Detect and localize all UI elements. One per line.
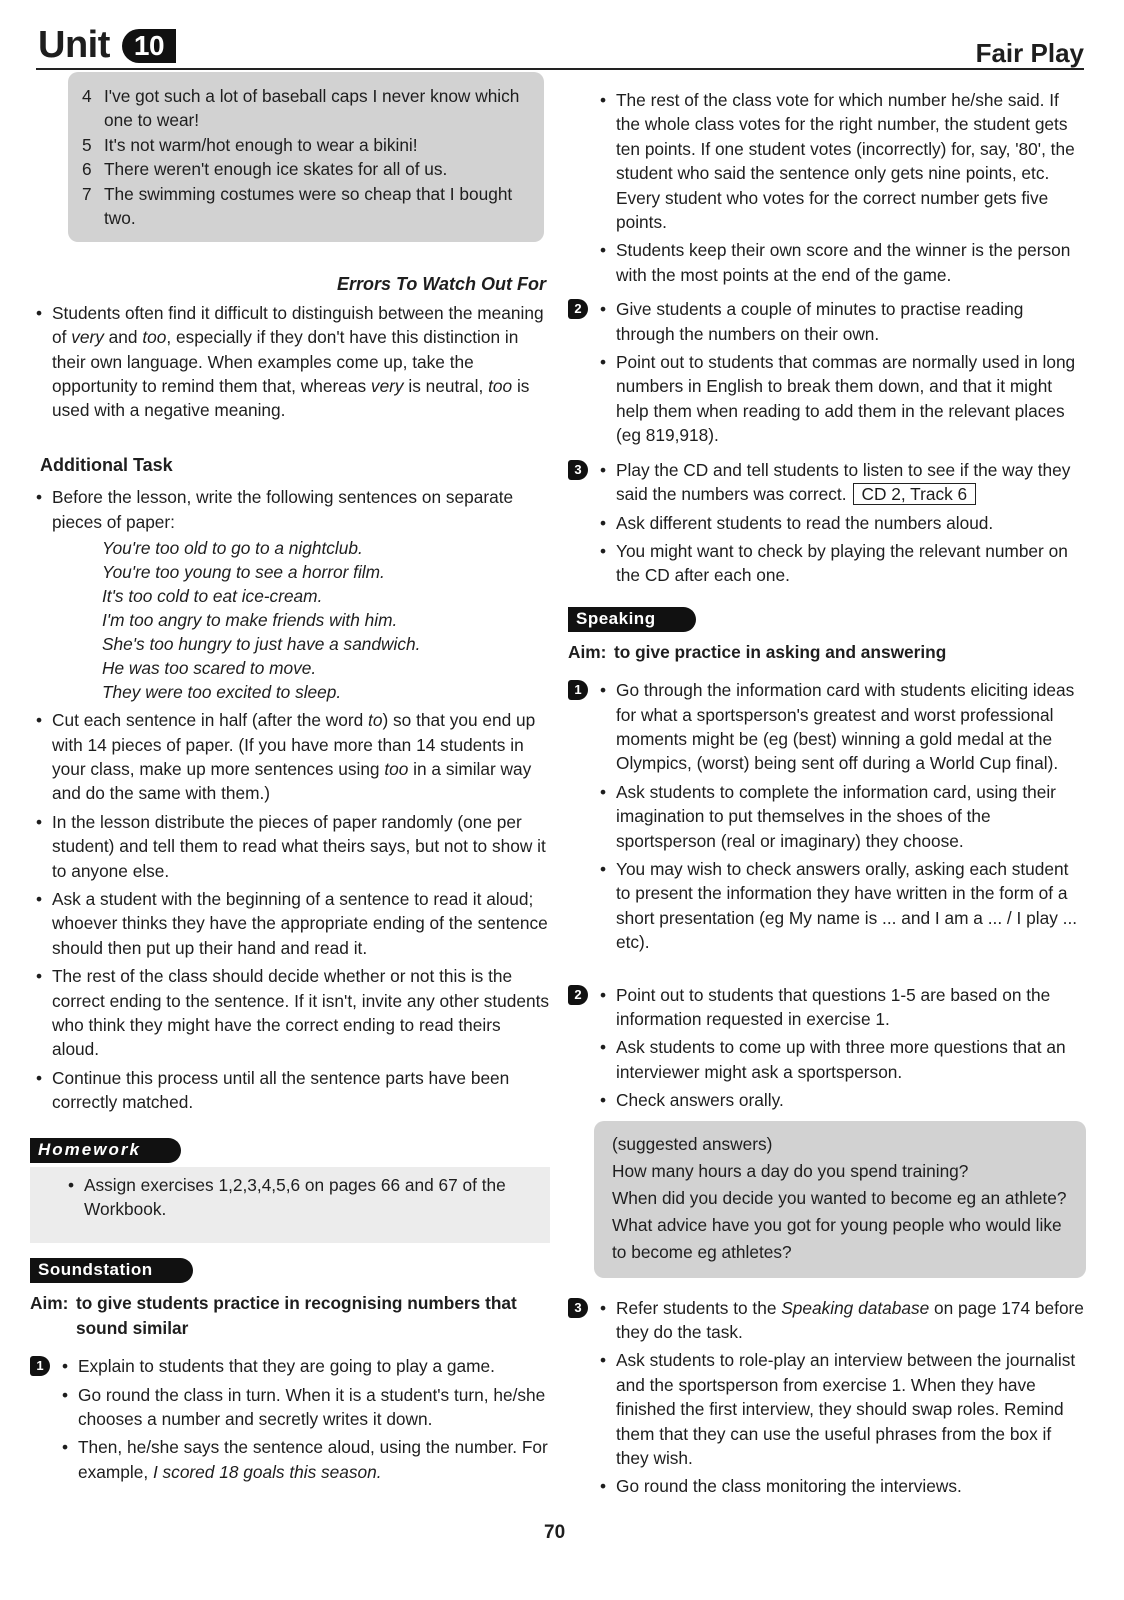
list-item: • Cut each sentence in half (after the word to) so that you end up with 14 pieces of paper. (If you have more than 14 students in your class, make up more sentences using too in a similar way and do the same with them.) <box>30 708 550 806</box>
errors-list <box>30 301 550 423</box>
suggested-answers-label: (suggested answers) <box>612 1133 773 1154</box>
step-number-badge: 2 <box>568 299 588 319</box>
additional-task-list <box>30 485 550 1114</box>
list-item: • Play the CD and tell students to listen to see if the way they said the numbers was correct. CD 2, Track 6 <box>594 458 1086 507</box>
soundstation-step-1-continued <box>594 88 1086 287</box>
list-item: • Ask students to complete the information card, using their imagination to put themselves in the shoes of the sportsperson (real or imaginary) they choose. <box>594 780 1086 853</box>
soundstation-label: Soundstation <box>30 1258 193 1283</box>
answer-box-top <box>68 72 544 242</box>
step-number-badge: 1 <box>30 1356 50 1376</box>
speaking-aim: Aim: to give practice in asking and answering <box>568 641 947 662</box>
speaking-step-2 <box>568 983 1086 1113</box>
list-item: • Students often find it difficult to distinguish between the meaning of very and too, especially if they don't have this distinction in their own language. When examples come up, take the opportunity to remind them that, whereas very is neutral, too is used with a negative meaning. <box>30 301 550 423</box>
list-item: • The rest of the class should decide whether or not this is the correct ending to the sentence. If it isn't, invite any other students who think they might have the correct ending to read theirs aloud. <box>30 964 550 1062</box>
soundstation-step-3 <box>568 458 1086 588</box>
list-item: • You may wish to check answers orally, asking each student to present the information they have written in the form of a short presentation (eg My name is ... and I am a ... / I play ... etc). <box>594 857 1086 955</box>
unit-title: Fair Play <box>975 38 1084 68</box>
speaking-step-3 <box>568 1296 1086 1499</box>
soundstation-aim: Aim: to give students practice in recognising numbers that sound similar <box>30 1293 517 1338</box>
suggested-answer: How many hours a day do you spend training? <box>612 1160 969 1181</box>
header-rule <box>36 68 1084 70</box>
step-number-badge: 3 <box>568 1298 588 1318</box>
list-item: 6 There weren't enough ice skates for all of us. <box>82 159 448 180</box>
example-sentence: You're too young to see a horror film. <box>102 562 385 583</box>
soundstation-step-1 <box>30 1354 550 1484</box>
list-item: • Go through the information card with students eliciting ideas for what a sportsperson's greatest and worst professional moments might be (eg (best) winning a gold medal at the Olympics, (worst) being sent off during a World Cup final). <box>594 678 1086 776</box>
list-item: • Explain to students that they are going to play a game. <box>56 1354 550 1378</box>
list-item: • Students keep their own score and the winner is the person with the most points at the end of the game. <box>594 238 1086 287</box>
list-item: 4 I've got such a lot of baseball caps I never know which one to wear! <box>82 86 520 131</box>
list-item: • Ask students to role-play an interview between the journalist and the sportsperson from exercise 1. When they have finished the first interview, they should swap roles. Remind them that they can use the useful phrases from the box if they wish. <box>594 1348 1086 1470</box>
homework-section <box>30 1137 550 1244</box>
list-item: • Continue this process until all the sentence parts have been correctly matched. <box>30 1066 550 1115</box>
list-item: • Refer students to the Speaking database on page 174 before they do the task. <box>594 1296 1086 1345</box>
homework-box <box>30 1167 550 1244</box>
step-number-badge: 1 <box>568 680 588 700</box>
right-column <box>568 88 1086 1503</box>
list-item: • Before the lesson, write the following sentences on separate pieces of paper: You're too old to go to a nightclub. You're too young to see a horror film. It's too cold to eat ice-cream. I'm too angry to make friends with him. She's too hungry to just have a sandwich. He was too scared to move. They were too excited to sleep. <box>30 485 550 704</box>
step-number-badge: 3 <box>568 460 588 480</box>
suggested-answer: When did you decide you wanted to become eg an athlete? <box>612 1187 1067 1208</box>
list-item: • Assign exercises 1,2,3,4,5,6 on pages 66 and 67 of the Workbook. <box>62 1173 538 1222</box>
list-item: • Go round the class in turn. When it is a student's turn, he/she chooses a number and secretly writes it down. <box>56 1383 550 1432</box>
example-sentence: You're too old to go to a nightclub. <box>102 538 363 559</box>
unit-label: Unit <box>38 24 110 66</box>
homework-label: Homework <box>30 1138 181 1163</box>
list-item: • Ask a student with the beginning of a sentence to read it aloud; whoever thinks they have the appropriate ending of the sentence should then put up their hand and read it. <box>30 887 550 960</box>
list-item: • Then, he/she says the sentence aloud, using the number. For example, I scored 18 goals this season. <box>56 1435 550 1484</box>
list-item: • In the lesson distribute the pieces of paper randomly (one per student) and tell them to read what theirs says, but not to show it to anyone else. <box>30 810 550 883</box>
list-item: 5 It's not warm/hot enough to wear a bikini! <box>82 134 418 155</box>
speaking-label: Speaking <box>568 607 696 632</box>
list-item: • Ask different students to read the numbers aloud. <box>594 511 1086 535</box>
suggested-answers-box <box>594 1121 1086 1278</box>
list-item: • The rest of the class vote for which number he/she said. If the whole class votes for the right number, the student gets ten points. If one student votes (incorrectly) for, say, '80', the student who said the sentence only gets nine points, etc. Every student who votes for the correct number gets five points. <box>594 88 1086 234</box>
example-sentence: She's too hungry to just have a sandwich. <box>102 634 421 655</box>
example-sentence: It's too cold to eat ice-cream. <box>102 586 323 607</box>
suggested-answer: What advice have you got for young people who would like to become eg athletes? <box>612 1214 1062 1262</box>
speaking-section <box>568 606 1086 1499</box>
list-item: • Ask students to come up with three more questions that an interviewer might ask a sportsperson. <box>594 1035 1086 1084</box>
list-item: • Go round the class monitoring the interviews. <box>594 1474 1086 1498</box>
example-sentence: He was too scared to move. <box>102 658 317 679</box>
left-column <box>30 72 550 1488</box>
list-item: • You might want to check by playing the relevant number on the CD after each one. <box>594 539 1086 588</box>
speaking-step-1 <box>568 678 1086 954</box>
step-number-badge: 2 <box>568 985 588 1005</box>
example-sentence: I'm too angry to make friends with him. <box>102 610 398 631</box>
list-item: • Point out to students that questions 1-5 are based on the information requested in exercise 1. <box>594 983 1086 1032</box>
additional-task-heading: Additional Task <box>40 454 173 475</box>
page-number: 70 <box>544 1522 566 1543</box>
errors-heading: Errors To Watch Out For <box>336 274 546 295</box>
list-item: • Point out to students that commas are normally used in long numbers in English to break them down, and that it might help them when reading to add them in the relevant places (eg 819,918). <box>594 350 1086 448</box>
list-item: 7 The swimming costumes were so cheap that I bought two. <box>82 183 513 229</box>
example-sentence: They were too excited to sleep. <box>102 682 342 703</box>
list-item: • Give students a couple of minutes to practise reading through the numbers on their own. <box>594 297 1086 346</box>
unit-heading <box>38 24 176 67</box>
answer-list <box>82 84 524 230</box>
unit-number-badge: 10 <box>122 29 176 63</box>
soundstation-step-2 <box>568 297 1086 447</box>
cd-track-reference: CD 2, Track 6 <box>853 483 977 505</box>
example-sentences <box>102 536 550 704</box>
list-item: • Check answers orally. <box>594 1088 1086 1112</box>
soundstation-section <box>30 1257 550 1484</box>
